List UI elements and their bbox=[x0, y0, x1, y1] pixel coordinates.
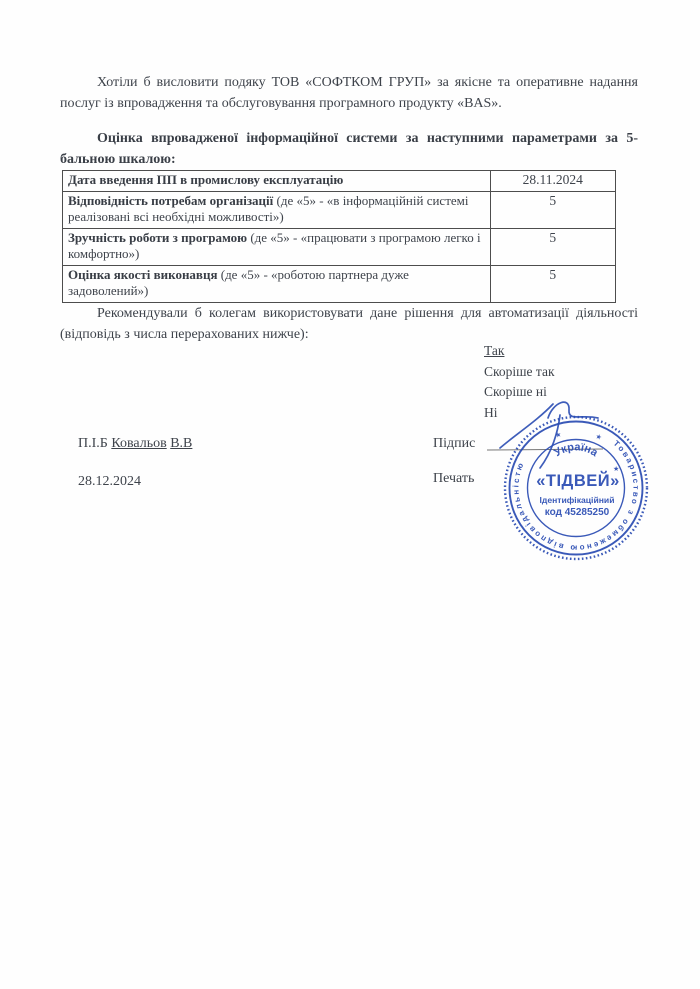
rating-table bbox=[62, 170, 616, 303]
value-cell: 5 bbox=[490, 228, 615, 265]
handwritten-signature-icon bbox=[480, 390, 610, 480]
option-no: Ні bbox=[484, 404, 498, 420]
param-label: Дата введення ПП в промислову експлуатацію bbox=[68, 172, 344, 187]
stamp-star-icon: ★ bbox=[613, 466, 620, 473]
option-rather-no: Скоріше ні bbox=[484, 384, 547, 399]
seal-label: Печать bbox=[433, 471, 475, 486]
name-label: П.І.Б bbox=[78, 436, 108, 451]
table-row bbox=[63, 265, 616, 302]
signatory-name bbox=[78, 436, 192, 452]
option-yes: Так bbox=[484, 343, 505, 358]
stamp-country: Україна bbox=[552, 441, 600, 460]
stamp-star-icon: ★ bbox=[554, 431, 563, 440]
table-row bbox=[63, 228, 616, 265]
param-cell bbox=[63, 265, 491, 302]
signature-label: Підпис bbox=[433, 436, 476, 451]
value-cell: 5 bbox=[490, 191, 615, 228]
table-row bbox=[63, 191, 616, 228]
param-label: Відповідність потребам організації bbox=[68, 192, 274, 208]
param-note: (де «5» - «працювати з програмою легко і комфортно») bbox=[68, 229, 481, 261]
param-cell bbox=[63, 228, 491, 265]
stamp-star-icon: ★ bbox=[594, 433, 603, 442]
rating-heading: Оцінка впровадженої інформаційної системи за наступними параметрами за 5-бальною шкалою: bbox=[60, 131, 638, 167]
param-note: (де «5» - «роботою партнера дуже задоволений») bbox=[68, 266, 409, 298]
stamp-ring-text: Товариство з обмеженою відповідальністю bbox=[511, 438, 641, 553]
initials: В.В bbox=[170, 436, 193, 451]
paragraph-recommend: Рекомендували б колегам використовувати дане рішення для автоматизації діяльності (відповідь з числа перерахованих нижче): bbox=[60, 306, 638, 342]
table-row bbox=[63, 171, 616, 192]
option-rather-yes: Скоріше так bbox=[484, 363, 555, 379]
stamp-id-label: Ідентифікаційний bbox=[539, 495, 615, 505]
stamp-id-code: код 45285250 bbox=[544, 507, 610, 518]
param-label: Зручність роботи з програмою bbox=[68, 229, 248, 245]
surname: Ковальов bbox=[111, 436, 167, 451]
value-cell: 5 bbox=[490, 265, 615, 302]
param-note: (де «5» - «в інформаційній системі реалізовані всі необхідні можливості») bbox=[68, 192, 469, 224]
stamp-company-name: «ТІДВЕЙ» bbox=[536, 472, 620, 490]
param-label: Оцінка якості виконавця bbox=[68, 266, 218, 282]
value-cell: 28.11.2024 bbox=[490, 171, 615, 192]
param-cell bbox=[63, 171, 491, 192]
paragraph-thanks: Хотіли б висловити подяку ТОВ «СОФТКОМ ГРУП» за якісне та оперативне надання послуг із впровадження та обслуговування програмного продукту «BAS». bbox=[60, 75, 638, 111]
signature-date: 28.12.2024 bbox=[78, 474, 141, 489]
param-cell bbox=[63, 191, 491, 228]
